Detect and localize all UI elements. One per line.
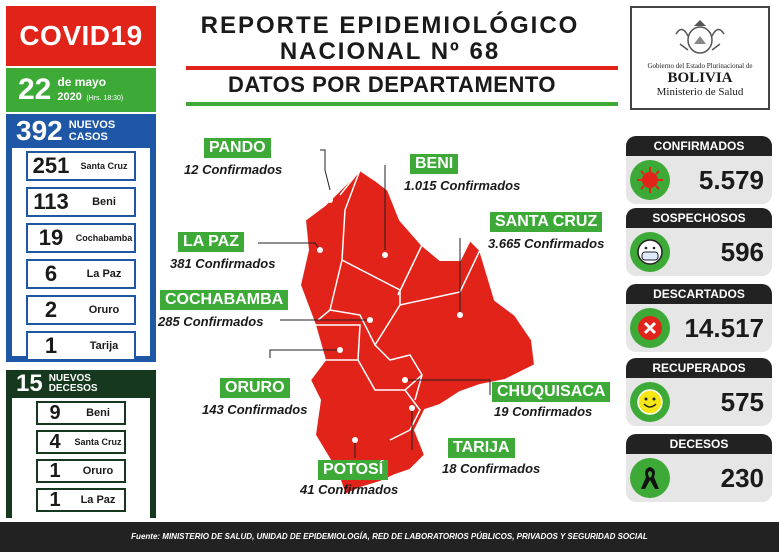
page-subtitle: DATOS POR DEPARTAMENTO: [228, 72, 556, 97]
death-dept: Beni: [86, 407, 110, 419]
dept-oruro-confirmed: 143 Confirmados: [202, 402, 308, 417]
dept-la-paz: LA PAZ: [178, 232, 244, 252]
dept-santa-cruz: SANTA CRUZ: [490, 212, 602, 232]
case-dept: Santa Cruz: [80, 160, 128, 171]
death-dept: Oruro: [82, 465, 114, 477]
dept-potosi-confirmed: 41 Confirmados: [300, 482, 399, 497]
new-deaths-list: [6, 398, 156, 518]
case-dept: Beni: [92, 195, 116, 208]
date-day: 22: [18, 73, 52, 106]
death-count: 9: [49, 401, 61, 424]
date-month: de mayo: [57, 74, 107, 89]
death-count: 1: [49, 488, 61, 511]
stat-value: 596: [720, 236, 764, 267]
virus-icon: [630, 160, 670, 200]
stat-label: SOSPECHOSOS: [626, 208, 772, 228]
new-deaths-label-1: NUEVOS: [48, 373, 91, 384]
case-count: 1: [44, 333, 58, 358]
coat-of-arms-icon: [672, 14, 728, 58]
date-time: (Hrs. 18:30): [86, 94, 124, 102]
list-item: [26, 295, 136, 325]
case-count: 113: [33, 189, 69, 214]
dept-potosi: POTOSÍ: [318, 460, 388, 480]
logo-line1: Gobierno del Estado Plurinacional de: [647, 62, 753, 70]
logo-line3: Ministerio de Salud: [656, 86, 744, 98]
stat-recovered: [626, 358, 772, 428]
report-date: [6, 68, 156, 112]
case-dept: Cochabamba: [75, 232, 133, 243]
case-count: 251: [32, 153, 70, 178]
stat-deaths: [626, 434, 772, 504]
report-title-line1: REPORTE EPIDEMIOLÓGICO: [200, 12, 580, 39]
case-dept: La Paz: [86, 267, 122, 280]
dept-la-paz-confirmed: 381 Confirmados: [170, 256, 276, 271]
covid-label: COVID19: [6, 6, 156, 66]
stat-value: 230: [720, 462, 764, 493]
case-count: 2: [44, 297, 58, 322]
dept-pando: PANDO: [204, 138, 271, 158]
new-cases-total: 392: [16, 115, 63, 146]
stat-discarded: [626, 284, 772, 354]
dept-beni: BENI: [410, 154, 458, 174]
list-item: [26, 331, 136, 361]
dept-tarija: TARIJA: [448, 438, 515, 458]
death-count: 4: [49, 430, 61, 453]
death-dept: La Paz: [80, 494, 116, 506]
list-item: [36, 488, 126, 512]
list-item: [36, 430, 126, 454]
new-cases-list: [6, 148, 156, 362]
case-count: 19: [38, 225, 64, 250]
cross-icon: [630, 308, 670, 348]
divider: [186, 102, 618, 106]
dept-beni-confirmed: 1.015 Confirmados: [404, 178, 521, 193]
stat-value: 14.517: [684, 312, 764, 343]
footer-source: Fuente: MINISTERIO DE SALUD, UNIDAD DE EPIDEMIOLOGÍA, RED DE LABORATORIOS PÚBLICOS, PRIVADOS Y SEGURIDAD SOCIAL: [0, 522, 779, 552]
dept-chuquisaca-confirmed: 19 Confirmados: [494, 404, 593, 419]
list-item: [36, 459, 126, 483]
list-item: [26, 223, 136, 253]
dept-santa-cruz-confirmed: 3.665 Confirmados: [488, 236, 605, 251]
smiley-icon: [630, 382, 670, 422]
report-title-line2: NACIONAL Nº 68: [279, 38, 501, 65]
masked-face-icon: [630, 232, 670, 272]
dept-chuquisaca: CHUQUISACA: [492, 382, 610, 402]
stat-value: 575: [720, 386, 764, 417]
stat-confirmed: [626, 136, 772, 206]
stat-label: DECESOS: [626, 434, 772, 454]
list-item: [26, 187, 136, 217]
new-cases-label-1: NUEVOS: [68, 119, 116, 131]
bolivia-map: [160, 110, 630, 520]
date-year: 2020: [57, 90, 82, 103]
dept-cochabamba: COCHABAMBA: [160, 290, 288, 310]
dept-tarija-confirmed: 18 Confirmados: [442, 461, 541, 476]
new-deaths-header: [6, 370, 156, 398]
new-deaths-total: 15: [16, 370, 43, 397]
case-dept: Tarija: [89, 339, 119, 352]
logo-line2: BOLIVIA: [667, 70, 733, 86]
list-item: [36, 401, 126, 425]
new-cases-label-2: CASOS: [68, 131, 108, 143]
stat-suspected: [626, 208, 772, 278]
stat-label: RECUPERADOS: [626, 358, 772, 378]
case-count: 6: [44, 261, 58, 286]
ministry-logo: [630, 6, 770, 110]
list-item: [26, 259, 136, 289]
death-count: 1: [49, 459, 61, 482]
new-cases-header: [6, 114, 156, 148]
new-deaths-label-2: DECESOS: [48, 383, 98, 394]
case-dept: Oruro: [88, 303, 120, 316]
list-item: [26, 151, 136, 181]
stat-label: DESCARTADOS: [626, 284, 772, 304]
death-dept: Santa Cruz: [74, 437, 122, 447]
dept-cochabamba-confirmed: 285 Confirmados: [158, 314, 264, 329]
dept-pando-confirmed: 12 Confirmados: [184, 162, 283, 177]
stat-label: CONFIRMADOS: [626, 136, 772, 156]
divider: [186, 66, 618, 70]
dept-oruro: ORURO: [220, 378, 290, 398]
stat-value: 5.579: [698, 164, 764, 195]
mourning-ribbon-icon: [630, 458, 670, 498]
